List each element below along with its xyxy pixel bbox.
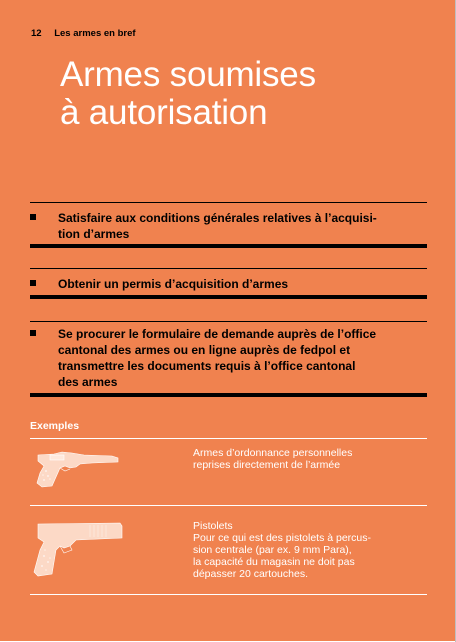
step-text-line: Satisfaire aux conditions générales relatives à l’acquisi- <box>58 211 377 225</box>
step-text-line: cantonal des armes ou en ligne auprès de fedpol et <box>58 343 351 357</box>
divider-thin <box>30 268 427 269</box>
bullet-square-icon <box>30 214 36 220</box>
example-text-line: Armes d’ordonnance personnelles <box>193 447 353 459</box>
example-text <box>193 520 371 580</box>
divider-white <box>30 438 427 439</box>
example-text-line: Pour ce qui est des pistolets à percus- <box>193 532 372 544</box>
example-text <box>193 447 352 471</box>
title-line-1: Armes soumises <box>60 55 316 94</box>
step-text-line: Se procurer le formulaire de demande auprès de l’office <box>58 327 377 341</box>
divider-white <box>30 594 427 595</box>
divider-white <box>30 505 427 506</box>
divider-thin <box>30 202 427 203</box>
example-heading: Pistolets <box>193 520 233 532</box>
semi-automatic-pistol-illustration <box>30 520 130 582</box>
examples-label: Exemples <box>30 420 80 432</box>
page-title <box>60 56 316 132</box>
bullet-square-icon <box>30 280 36 286</box>
step-text-line: des armes <box>58 375 118 389</box>
example-text-line: la capacité du magasin ne doit pas <box>193 556 355 568</box>
example-text-line: reprises directement de l’armée <box>193 459 341 471</box>
example-text-line: dépasser 20 cartouches. <box>193 568 308 580</box>
page-number: 12 <box>31 28 42 39</box>
luger-pistol-illustration <box>32 449 122 491</box>
divider-thick <box>30 295 427 299</box>
divider-thick <box>30 244 427 248</box>
title-line-2: à autorisation <box>60 93 268 132</box>
bullet-square-icon <box>30 330 36 336</box>
divider-thin <box>30 321 427 322</box>
step-text-line: Obtenir un permis d’acquisition d’armes <box>58 277 289 291</box>
page-header <box>31 28 136 39</box>
step-text-line: tion d’armes <box>58 227 130 241</box>
step-text-line: transmettre les documents requis à l’office cantonal <box>58 359 356 373</box>
example-text-line: sion centrale (par ex. 9 mm Para), <box>193 544 352 556</box>
divider-thick <box>30 393 427 397</box>
running-title: Les armes en bref <box>54 28 136 39</box>
